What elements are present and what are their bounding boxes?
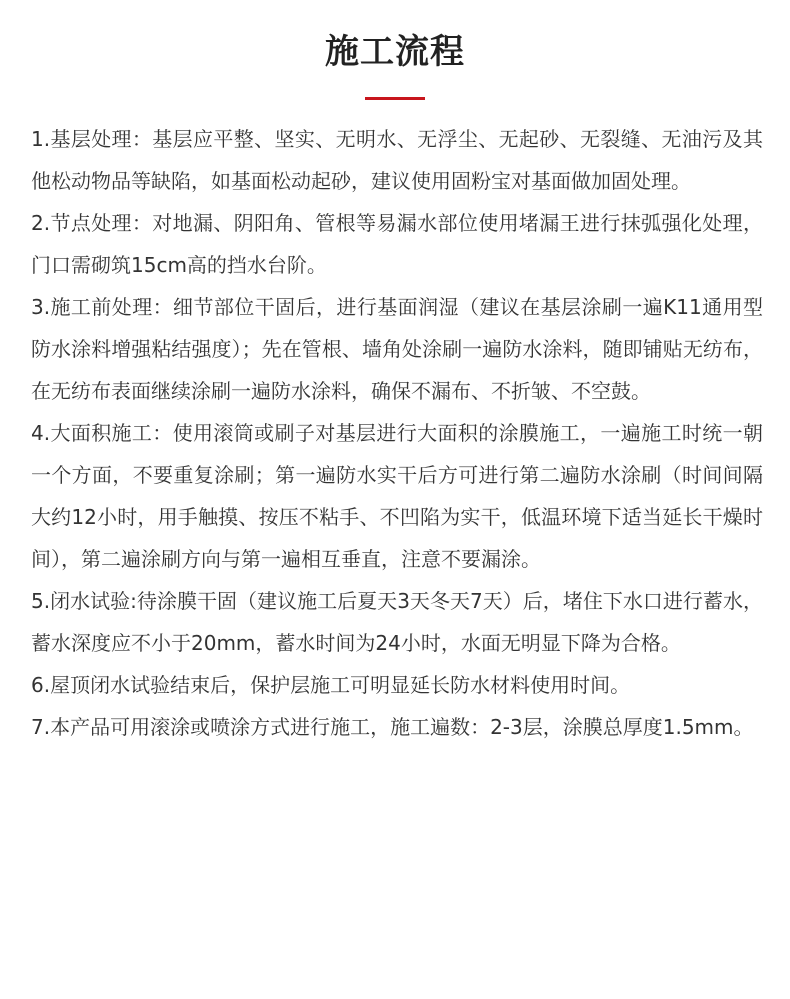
title-underline [365,97,425,100]
step-1-base-treatment: 1.基层处理：基层应平整、坚实、无明水、无浮尘、无起砂、无裂缝、无油污及其他松动物品等缺陷，如基面松动起砂，建议使用固粉宝对基面做加固处理。 [31,127,763,193]
step-5-water-test: 5.闭水试验:待涂膜干固（建议施工后夏天3天冬天7天）后，堵住下水口进行蓄水，蓄水深度应不小于20mm，蓄水时间为24小时，水面无明显下降为合格。 [31,589,763,655]
step-2-node-treatment: 2.节点处理：对地漏、阴阳角、管根等易漏水部位使用堵漏王进行抹弧强化处理，门口需砌筑15cm高的挡水台阶。 [31,211,763,277]
step-6-roof-test: 6.屋顶闭水试验结束后，保护层施工可明显延长防水材料使用时间。 [31,673,631,697]
step-4-large-area: 4.大面积施工：使用滚筒或刷子对基层进行大面积的涂膜施工，一遍施工时统一朝一个方面，不要重复涂刷；第一遍防水实干后方可进行第二遍防水涂刷（时间间隔大约12小时，用手触摸、按压不粘手、不凹陷为实干，低温环境下适当延长干燥时间），第二遍涂刷方向与第一遍相互垂直，注意不要漏涂。 [31,421,763,571]
step-7-application-method: 7.本产品可用滚涂或喷涂方式进行施工，施工遍数：2-3层，涂膜总厚度1.5mm。 [31,715,754,739]
construction-steps [31,118,763,748]
page-title: 施工流程 [325,32,465,72]
step-3-pre-construction: 3.施工前处理：细节部位干固后，进行基面润湿（建议在基层涂刷一遍K11通用型防水涂料增强粘结强度）；先在管根、墙角处涂刷一遍防水涂料，随即铺贴无纺布，在无纺布表面继续涂刷一遍防水涂料，确保不漏布、不折皱、不空鼓。 [31,295,763,403]
